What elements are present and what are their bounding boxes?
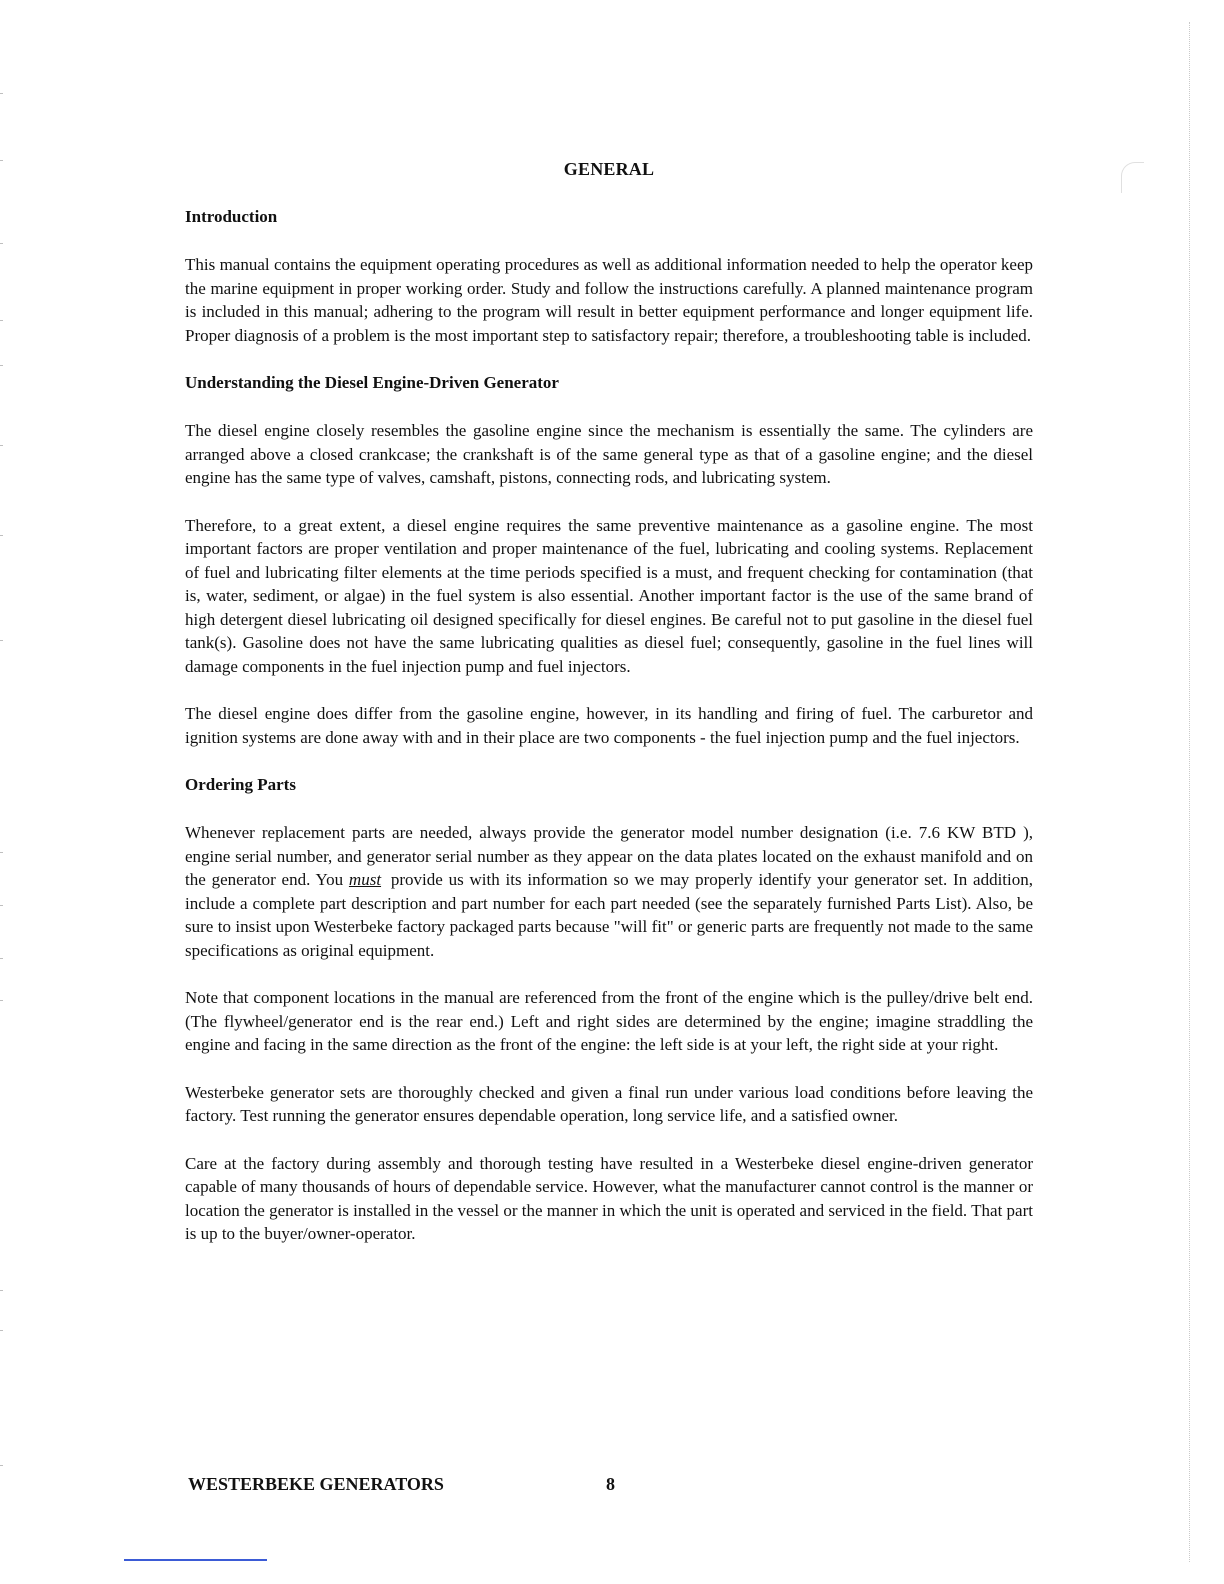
paragraph-replacement-parts [185, 821, 1033, 962]
footer-brand: WESTERBEKE GENERATORS [188, 1474, 444, 1494]
heading-ordering-parts: Ordering Parts [185, 775, 296, 794]
paragraph-owner-responsibility: Care at the factory during assembly and thorough testing have resulted in a Westerbeke diesel engine-driven generator capable of many thousands of hours of dependable service. However, what the manufacturer cannot control is the manner or location the generator is installed in the vessel or the manner in which the unit is operated and serviced in the field. That part is up to the buyer/owner-operator. [185, 1153, 1033, 1243]
emphasis-must: must [348, 870, 382, 889]
section-title: GENERAL [563, 159, 655, 179]
scan-edge-line [124, 1559, 267, 1561]
page-number: 8 [606, 1474, 615, 1494]
paragraph-preventive-maintenance: Therefore, to a great extent, a diesel engine requires the same preventive maintenance as a gasoline engine. The most important factors are proper ventilation and proper maintenance of the fuel, lubricating and cooling systems. Replacement of fuel and lubricating filter elements at the time periods specified is a must, and frequent checking for contamination (that is, water, sediment, or algae) in the fuel system is also essential. Another important factor is the use of the same brand of high detergent diesel lubricating oil designed specifically for diesel engines. Be careful not to put gasoline in the diesel fuel tank(s). Gasoline does not have the same lubricating qualities as diesel fuel; consequently, gasoline in the fuel lines will damage components in the fuel injection pump and fuel injectors. [185, 515, 1033, 676]
heading-understanding-diesel: Understanding the Diesel Engine-Driven Generator [185, 373, 559, 392]
page-content [185, 157, 1033, 1270]
paragraph-diesel-resembles-gasoline: The diesel engine closely resembles the gasoline engine since the mechanism is essentially the same. The cylinders are arranged above a closed crankcase; the crankshaft is of the same general type as that of a gasoline engine; and the diesel engine has the same type of valves, camshaft, pistons, connecting rods, and lubricating system. [185, 421, 1033, 487]
paragraph-factory-testing: Westerbeke generator sets are thoroughly checked and given a final run under various load conditions before leaving the factory. Test running the generator ensures dependable operation, long service life, and a satisfied owner. [185, 1082, 1033, 1125]
scan-margin-line [1188, 22, 1190, 1562]
paragraph-diesel-differences: The diesel engine does differ from the gasoline engine, however, in its handling and firing of fuel. The carburetor and ignition systems are done away with and in their place are two components - the fuel injection pump and the fuel injectors. [185, 704, 1033, 747]
scan-edge-marks [0, 0, 4, 1584]
replacement-parts-text-end: provide us with its information so we may properly identify your generator set. In addition, include a complete part description and part number for each part needed (see the separately furnished Parts List). Also, be sure to insist upon Westerbeke factory packaged parts because "will fit" or generic parts are frequently not made to the same specifications as original equipment. [185, 870, 1033, 960]
scan-artifact-mark [1121, 162, 1144, 193]
replacement-parts-text-start: Whenever replacement parts are needed, always provide the generator model number designation (i.e. 7.6 KW BTD ), engine serial number, and generator serial number as they appear on the data plates located on the exhaust manifold and on the generator end. You [185, 823, 1033, 889]
heading-introduction: Introduction [185, 207, 278, 226]
paragraph-component-locations: Note that component locations in the manual are referenced from the front of the engine which is the pulley/drive belt end. (The flywheel/generator end is the rear end.) Left and right sides are determined by the engine; imagine straddling the engine and facing in the same direction as the front of the engine: the left side is at your left, the right side at your right. [185, 988, 1033, 1054]
paragraph-introduction: This manual contains the equipment operating procedures as well as additional information needed to help the operator keep the marine equipment in proper working order. Study and follow the instructions carefully. A planned maintenance program is included in this manual; adhering to the program will result in better equipment performance and longer equipment life. Proper diagnosis of a problem is the most important step to satisfactory repair; therefore, a troubleshooting table is included. [185, 255, 1033, 345]
